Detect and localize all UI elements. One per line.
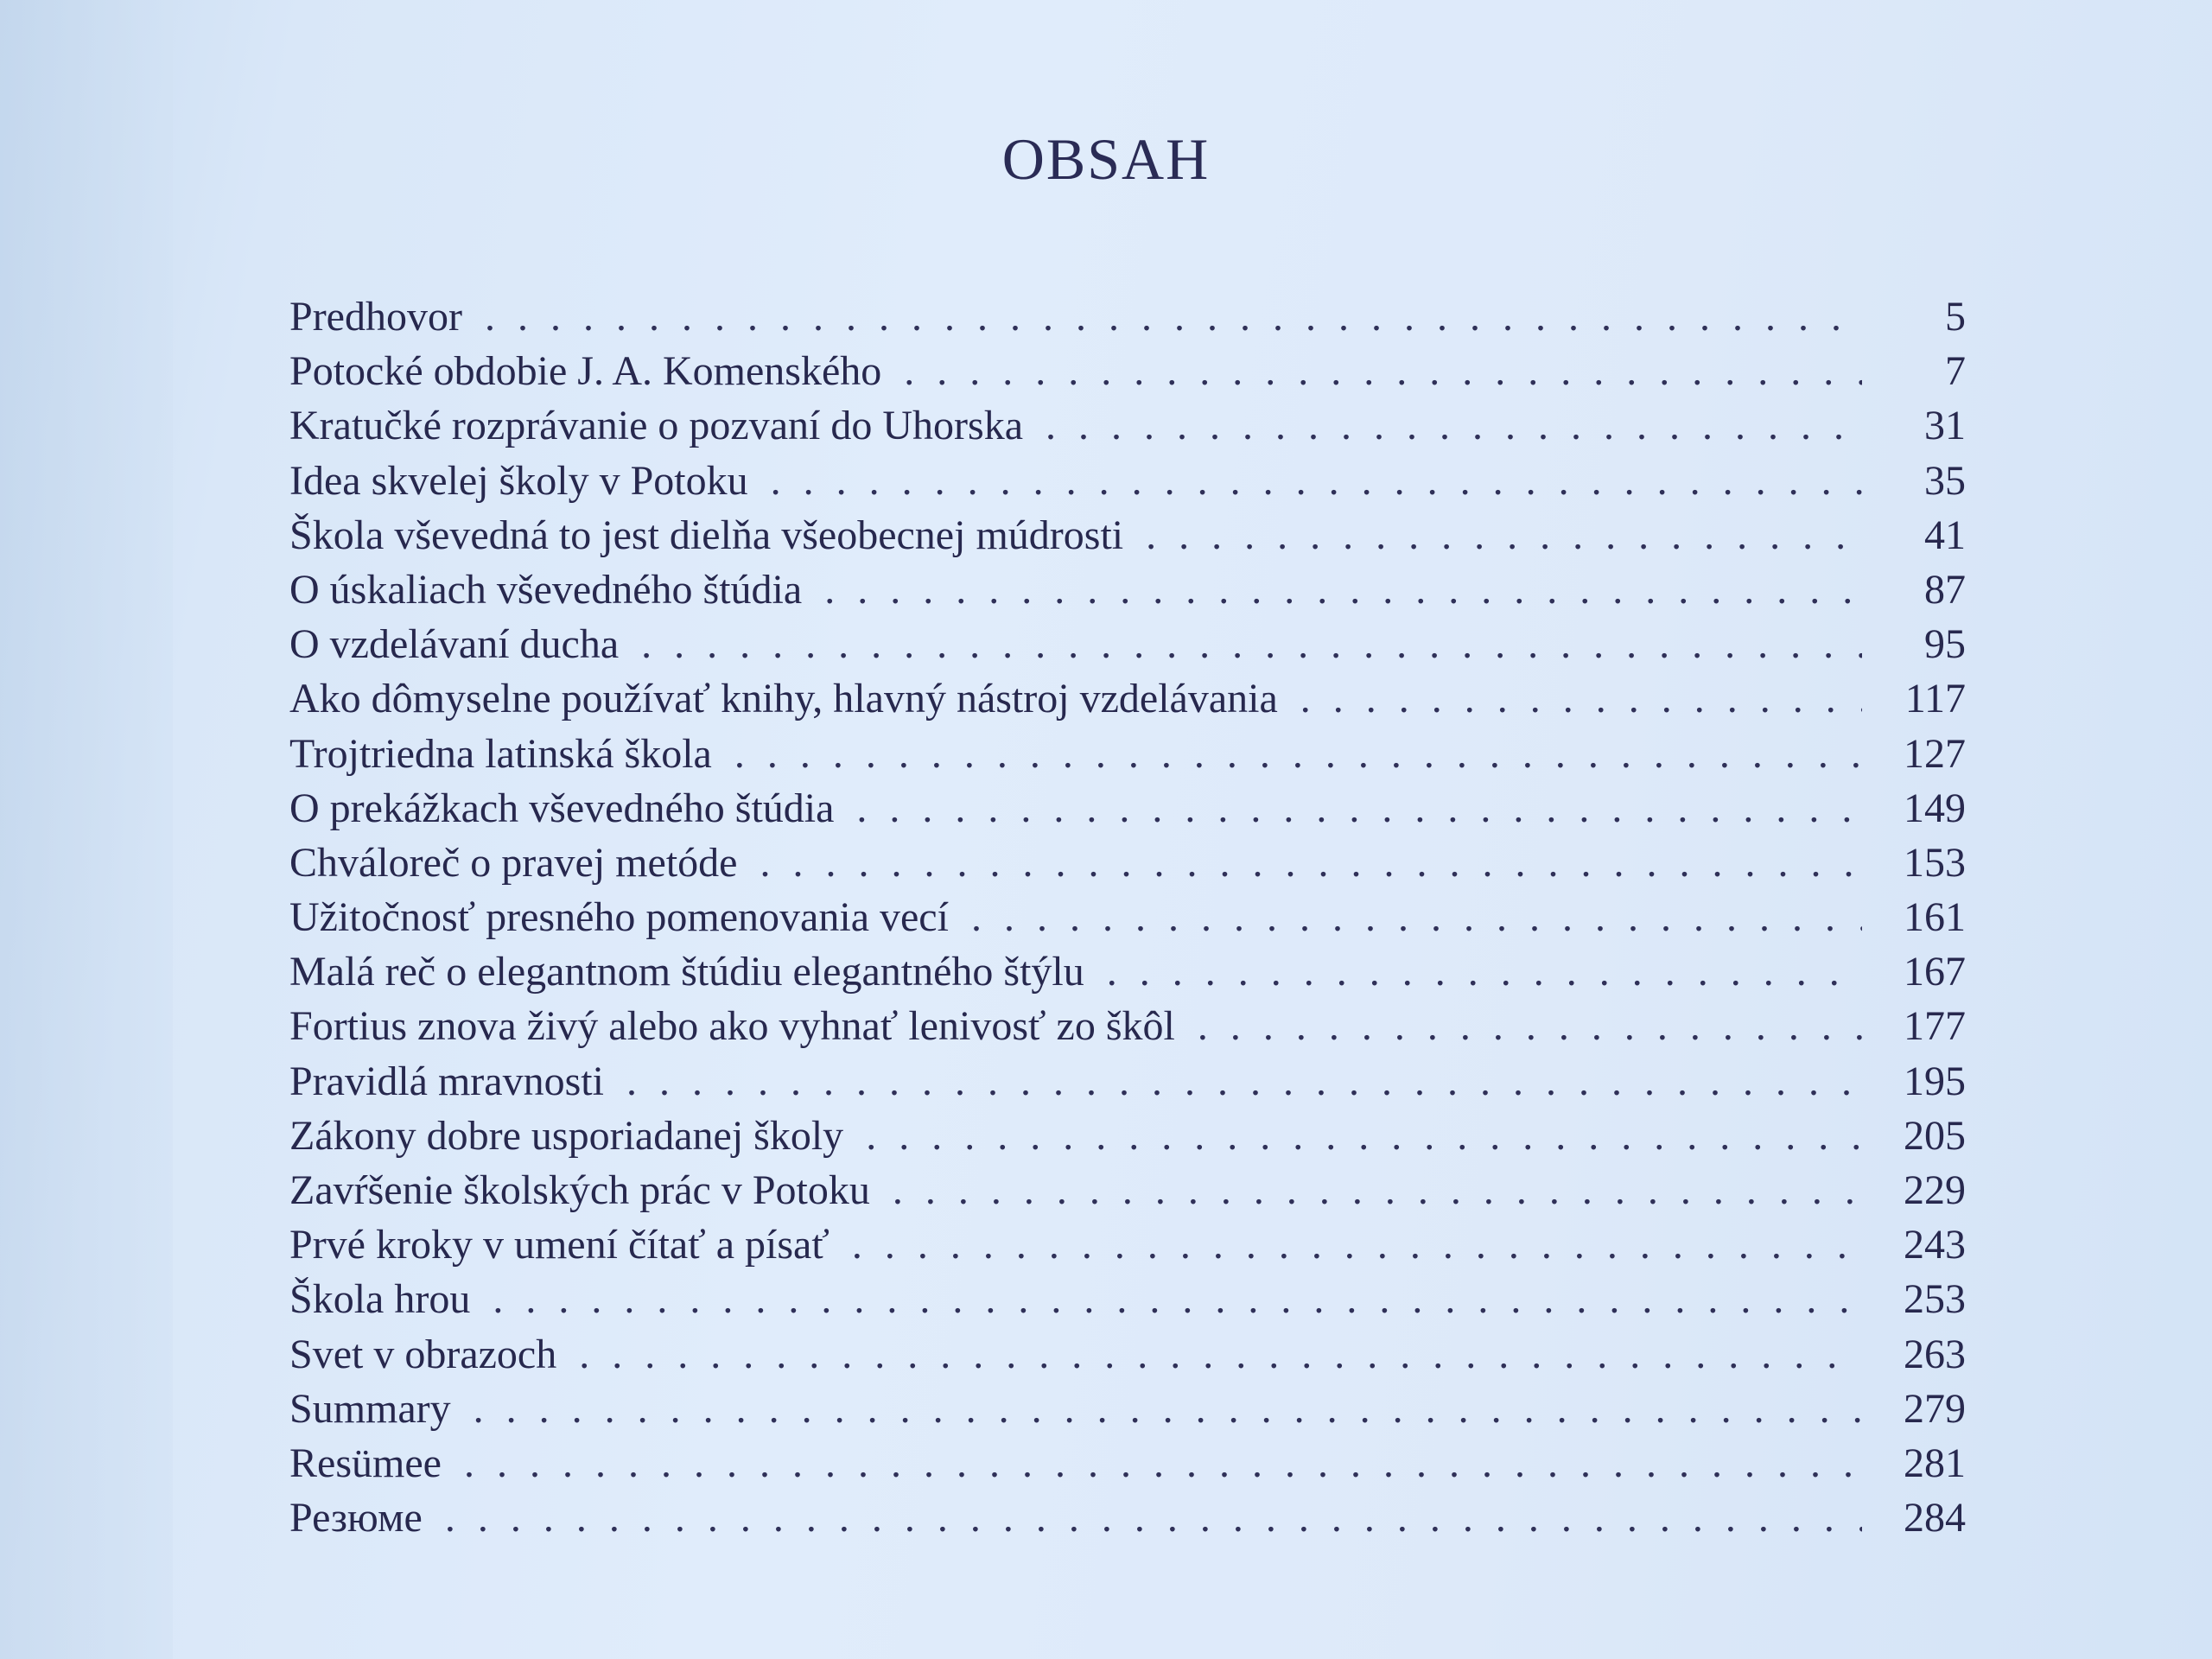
dot-leader bbox=[626, 1054, 1862, 1109]
dot-leader bbox=[1198, 999, 1862, 1053]
toc-entry-page-number: 149 bbox=[1904, 785, 1966, 831]
dot-leader bbox=[904, 344, 1862, 398]
toc-entry bbox=[289, 1491, 1966, 1545]
toc-entry-title: Zákony dobre usporiadanej školy bbox=[289, 1112, 844, 1159]
toc-entry bbox=[289, 508, 1966, 563]
toc-entry-title: Pravidlá mravnosti bbox=[289, 1058, 604, 1104]
toc-entry bbox=[289, 1272, 1966, 1326]
dot-leader bbox=[856, 781, 1862, 836]
dot-leader bbox=[464, 1436, 1862, 1491]
page-shadow bbox=[0, 0, 173, 1659]
toc-entry-page-number: 7 bbox=[1945, 348, 1966, 395]
toc-entry-title: Kratučké rozprávanie o pozvaní do Uhorska bbox=[289, 403, 1023, 449]
toc-entry-title: Škola hrou bbox=[289, 1276, 471, 1323]
toc-entry-title: Trojtriedna latinská škola bbox=[289, 730, 712, 777]
dot-leader bbox=[852, 1217, 1862, 1272]
toc-entry-page-number: 253 bbox=[1904, 1276, 1966, 1323]
toc-entry-page-number: 243 bbox=[1904, 1222, 1966, 1268]
dot-leader bbox=[579, 1327, 1862, 1382]
toc-entry-title: Užitočnosť presného pomenovania vecí bbox=[289, 894, 949, 941]
dot-leader bbox=[771, 454, 1862, 508]
toc-entry bbox=[289, 1327, 1966, 1382]
dot-leader bbox=[734, 727, 1862, 781]
toc-entry-page-number: 95 bbox=[1924, 621, 1966, 668]
toc-entry bbox=[289, 1217, 1966, 1272]
table-of-contents bbox=[289, 289, 1966, 1545]
toc-entry bbox=[289, 890, 1966, 944]
toc-entry bbox=[289, 289, 1966, 344]
dot-leader bbox=[971, 890, 1862, 944]
toc-entry-title: Ako dômyselne používať knihy, hlavný nástroj vzdelávania bbox=[289, 676, 1278, 722]
dot-leader bbox=[493, 1272, 1862, 1326]
toc-entry-title: Potocké obdobie J. A. Komenského bbox=[289, 348, 882, 395]
toc-entry-page-number: 35 bbox=[1924, 457, 1966, 504]
dot-leader bbox=[824, 563, 1862, 617]
toc-entry-page-number: 127 bbox=[1904, 730, 1966, 777]
toc-entry bbox=[289, 727, 1966, 781]
toc-entry-page-number: 281 bbox=[1904, 1440, 1966, 1486]
toc-entry bbox=[289, 1436, 1966, 1491]
toc-entry-title: Chváloreč o pravej metóde bbox=[289, 839, 738, 886]
toc-entry-title: O prekážkach vševedného štúdia bbox=[289, 785, 835, 831]
toc-entry bbox=[289, 398, 1966, 453]
toc-entry bbox=[289, 563, 1966, 617]
toc-entry-title: Zavŕšenie školských prác v Potoku bbox=[289, 1167, 870, 1213]
dot-leader bbox=[760, 836, 1862, 890]
toc-entry-title: Resümee bbox=[289, 1440, 442, 1486]
dot-leader bbox=[474, 1382, 1862, 1436]
toc-entry bbox=[289, 1382, 1966, 1436]
dot-leader bbox=[641, 617, 1862, 671]
toc-entry-page-number: 31 bbox=[1924, 403, 1966, 449]
toc-entry bbox=[289, 1054, 1966, 1109]
toc-entry-page-number: 41 bbox=[1924, 512, 1966, 558]
toc-entry bbox=[289, 999, 1966, 1053]
dot-leader bbox=[866, 1109, 1862, 1163]
toc-entry-page-number: 153 bbox=[1904, 839, 1966, 886]
toc-entry-page-number: 229 bbox=[1904, 1167, 1966, 1213]
toc-entry bbox=[289, 671, 1966, 726]
toc-entry-page-number: 279 bbox=[1904, 1385, 1966, 1432]
toc-entry-page-number: 205 bbox=[1904, 1112, 1966, 1159]
toc-entry-title: O vzdelávaní ducha bbox=[289, 621, 620, 668]
toc-entry-title: Резюме bbox=[289, 1495, 423, 1541]
toc-entry-page-number: 167 bbox=[1904, 949, 1966, 995]
toc-entry bbox=[289, 1163, 1966, 1217]
toc-entry-title: Fortius znova živý alebo ako vyhnať lenivosť zo škôl bbox=[289, 1003, 1175, 1050]
dot-leader bbox=[1046, 398, 1862, 453]
toc-entry-page-number: 263 bbox=[1904, 1331, 1966, 1377]
toc-entry bbox=[289, 1109, 1966, 1163]
toc-entry-title: Svet v obrazoch bbox=[289, 1331, 557, 1377]
dot-leader bbox=[485, 289, 1862, 344]
toc-entry bbox=[289, 944, 1966, 999]
dot-leader bbox=[1107, 944, 1862, 999]
toc-entry-title: Idea skvelej školy v Potoku bbox=[289, 457, 748, 504]
toc-entry-page-number: 161 bbox=[1904, 894, 1966, 941]
toc-entry-page-number: 195 bbox=[1904, 1058, 1966, 1104]
toc-entry-title: O úskaliach vševedného štúdia bbox=[289, 566, 803, 613]
toc-entry-page-number: 177 bbox=[1904, 1003, 1966, 1050]
toc-entry-page-number: 284 bbox=[1904, 1495, 1966, 1541]
toc-entry-title: Prvé kroky v umení čítať a písať bbox=[289, 1222, 830, 1268]
toc-entry-title: Malá reč o elegantnom štúdiu elegantného štýlu bbox=[289, 949, 1084, 995]
toc-entry bbox=[289, 454, 1966, 508]
toc-entry bbox=[289, 344, 1966, 398]
toc-entry-page-number: 5 bbox=[1945, 294, 1966, 340]
toc-entry bbox=[289, 781, 1966, 836]
toc-entry-title: Summary bbox=[289, 1385, 451, 1432]
toc-entry-page-number: 87 bbox=[1924, 566, 1966, 613]
toc-entry-title: Škola vševedná to jest dielňa všeobecnej múdrosti bbox=[289, 512, 1124, 558]
toc-entry-title: Predhovor bbox=[289, 294, 462, 340]
toc-entry bbox=[289, 836, 1966, 890]
page-title: OBSAH bbox=[1001, 126, 1211, 192]
toc-entry-page-number: 117 bbox=[1904, 676, 1966, 722]
toc-entry bbox=[289, 617, 1966, 671]
dot-leader bbox=[893, 1163, 1862, 1217]
dot-leader bbox=[445, 1491, 1862, 1545]
dot-leader bbox=[1300, 671, 1862, 726]
dot-leader bbox=[1146, 508, 1862, 563]
